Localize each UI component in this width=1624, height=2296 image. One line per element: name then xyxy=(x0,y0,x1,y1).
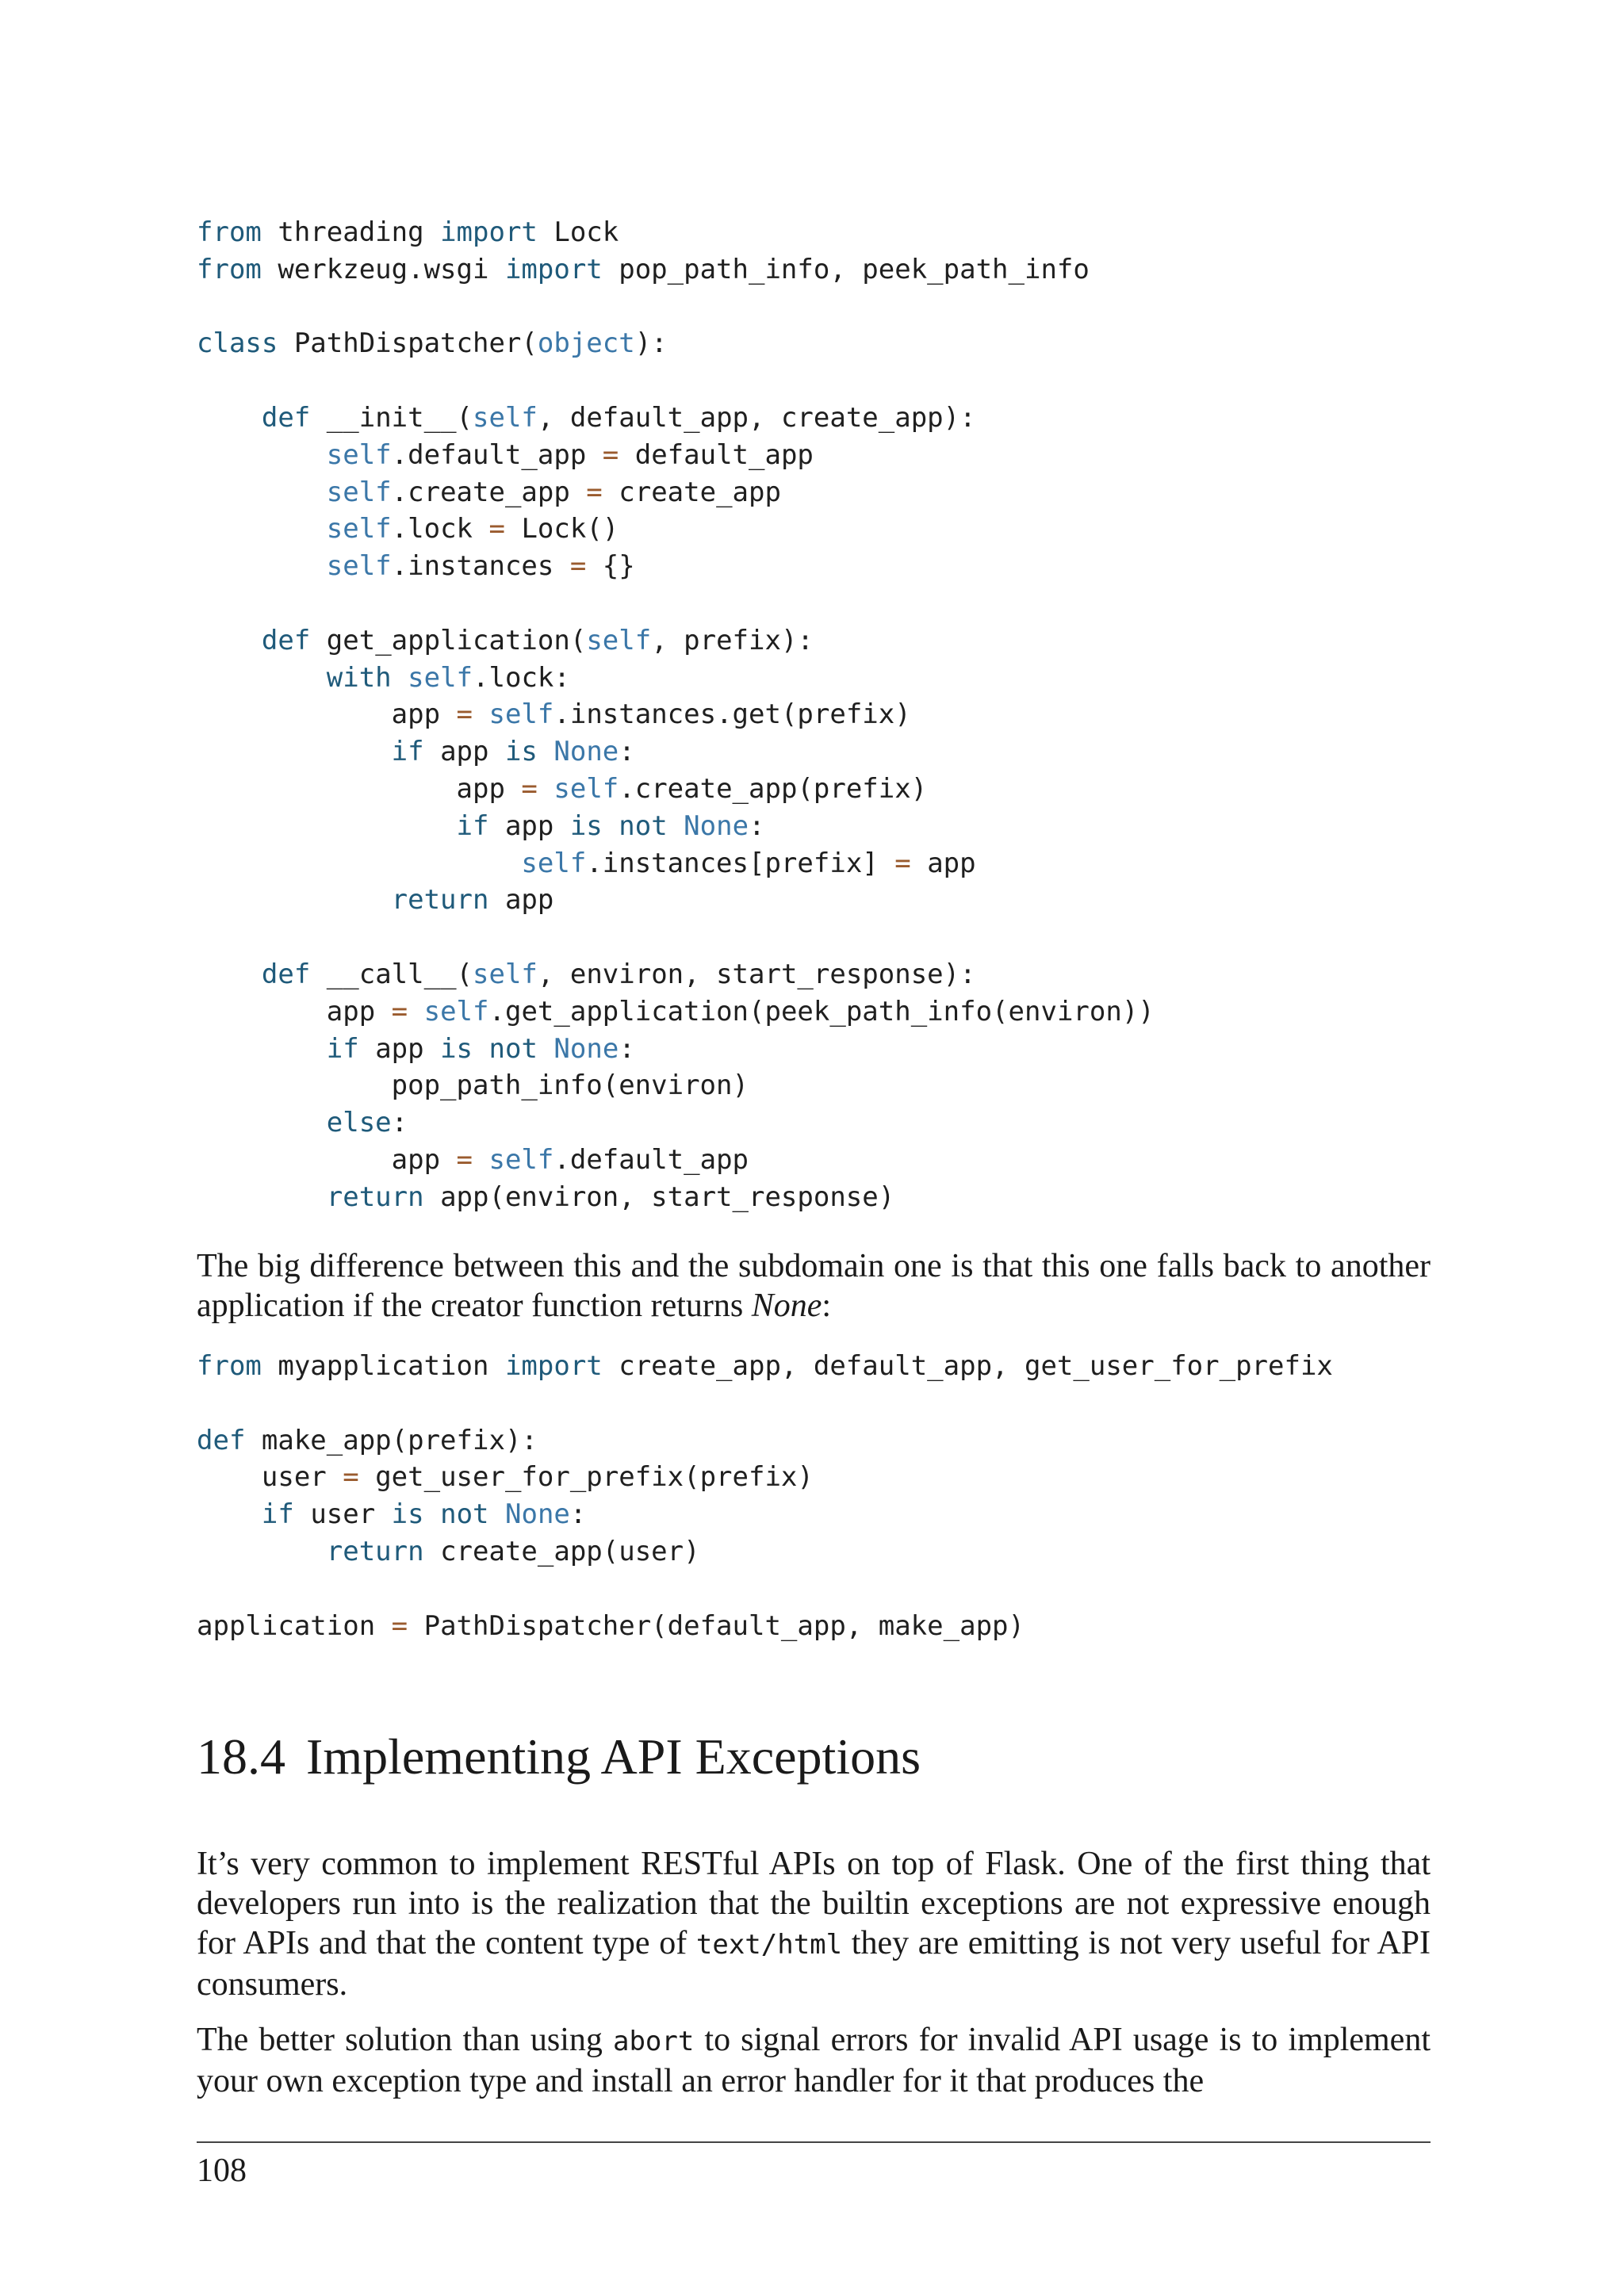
code-keyword: import xyxy=(504,1350,603,1382)
code-line xyxy=(197,884,553,916)
code-builtin: self xyxy=(326,550,392,583)
code-keyword: is xyxy=(569,809,603,842)
paragraph-text: The better solution than using xyxy=(197,2022,613,2058)
code-text xyxy=(197,662,327,694)
paragraph-text-end: to signal errors for invalid API usage is to implement your own exception type and install an error handler for it that produces the xyxy=(197,2022,1431,2099)
code-text: user xyxy=(197,1461,343,1494)
code-operator: = xyxy=(521,772,538,805)
code-keyword: from xyxy=(197,1350,262,1382)
code-line xyxy=(197,439,814,471)
code-text xyxy=(392,662,408,694)
paragraph-text-end: they are emitting is not very useful for API consumers. xyxy=(197,1925,1431,2003)
code-text: default_app xyxy=(619,438,814,471)
code-text: __init__( xyxy=(310,401,473,434)
code-keyword: from xyxy=(197,253,262,285)
code-text: .create_app xyxy=(391,476,587,508)
code-text: : xyxy=(619,736,635,768)
section-number: 18.4 xyxy=(197,1728,285,1785)
code-operator: = xyxy=(586,476,603,508)
code-text: myapplication xyxy=(261,1350,505,1382)
code-text: create_app xyxy=(602,476,781,508)
code-text: Lock xyxy=(537,216,619,248)
code-line xyxy=(197,1144,749,1176)
code-text xyxy=(473,1144,488,1176)
code-text xyxy=(538,773,553,805)
code-text: app xyxy=(358,1032,441,1065)
code-text xyxy=(197,439,327,471)
code-text: .default_app xyxy=(391,438,603,471)
code-text: app xyxy=(910,847,976,879)
code-keyword: if xyxy=(391,736,424,768)
code-operator: = xyxy=(391,1609,408,1642)
code-line xyxy=(197,959,976,990)
code-text xyxy=(197,810,457,842)
code-operator: = xyxy=(456,1143,473,1176)
code-keyword: return xyxy=(326,1535,424,1567)
code-text xyxy=(197,848,521,879)
code-text: create_app, default_app, get_user_for_prefix xyxy=(602,1350,1333,1382)
code-text: app xyxy=(488,884,554,916)
code-text xyxy=(197,1536,327,1567)
code-text xyxy=(197,402,262,434)
code-builtin: None xyxy=(505,1498,570,1531)
code-builtin: self xyxy=(326,476,392,508)
section-title: Implementing API Exceptions xyxy=(306,1728,921,1785)
code-operator: = xyxy=(894,847,911,879)
code-line xyxy=(197,476,781,508)
code-builtin: self xyxy=(326,438,392,471)
code-text xyxy=(197,1181,327,1213)
code-builtin: object xyxy=(537,327,635,360)
code-text: .create_app(prefix) xyxy=(619,772,928,805)
code-operator: = xyxy=(456,698,473,731)
code-keyword: def xyxy=(261,958,311,990)
code-text: app xyxy=(488,809,570,842)
code-text: get_user_for_prefix(prefix) xyxy=(358,1461,814,1494)
code-text: Lock() xyxy=(504,513,619,545)
code-line xyxy=(197,1536,700,1567)
code-text: .instances xyxy=(391,550,570,583)
code-text xyxy=(424,1498,440,1530)
code-builtin: self xyxy=(553,772,619,805)
code-keyword: def xyxy=(197,1424,246,1456)
code-block-make-app xyxy=(197,1348,1333,1644)
code-operator: = xyxy=(602,438,619,471)
code-builtin: self xyxy=(488,1143,554,1176)
code-keyword: return xyxy=(326,1181,424,1213)
code-text: .default_app xyxy=(553,1143,749,1176)
inline-code-text-html: text/html xyxy=(695,1929,843,1961)
code-text: .lock xyxy=(391,513,489,545)
code-line xyxy=(197,1498,586,1530)
code-operator: = xyxy=(488,513,505,545)
code-text xyxy=(197,959,262,990)
section-heading xyxy=(197,1727,921,1787)
code-operator: = xyxy=(343,1461,359,1494)
code-text: , environ, start_response): xyxy=(537,958,976,990)
paragraph-text: The big difference between this and the subdomain one is that this one falls back to another application if the creator function returns xyxy=(197,1248,1431,1324)
code-text: pop_path_info(environ) xyxy=(197,1070,749,1102)
code-line xyxy=(197,996,1155,1027)
code-keyword: is xyxy=(440,1032,473,1065)
code-text: , default_app, create_app): xyxy=(537,401,976,434)
code-builtin: self xyxy=(423,995,489,1027)
code-line xyxy=(197,1107,408,1138)
code-line xyxy=(197,810,765,842)
code-line xyxy=(197,254,1090,285)
emphasis-none: None xyxy=(751,1288,822,1324)
code-operator: = xyxy=(391,995,408,1027)
code-keyword: class xyxy=(197,327,278,360)
code-text: {} xyxy=(586,550,635,583)
footer-rule xyxy=(197,2141,1431,2143)
code-text xyxy=(473,698,488,730)
code-keyword: is xyxy=(504,736,538,768)
code-keyword: not xyxy=(488,1032,538,1065)
code-builtin: None xyxy=(684,809,749,842)
code-text: pop_path_info, peek_path_info xyxy=(602,253,1090,285)
paragraph-difference xyxy=(197,1246,1431,1326)
code-text: werkzeug.wsgi xyxy=(261,253,505,285)
code-line xyxy=(197,773,927,805)
code-block-path-dispatcher xyxy=(197,214,1155,1216)
code-text: user xyxy=(293,1498,392,1531)
code-line xyxy=(197,1425,538,1456)
code-builtin: self xyxy=(473,401,538,434)
code-text: .lock: xyxy=(473,661,570,694)
code-text xyxy=(197,513,327,545)
code-keyword: def xyxy=(261,401,311,434)
paragraph-text-end: : xyxy=(822,1288,832,1324)
code-text xyxy=(197,550,327,582)
code-line xyxy=(197,1610,1025,1642)
code-text: app xyxy=(197,995,392,1027)
code-builtin: None xyxy=(553,736,619,768)
code-builtin: self xyxy=(408,661,473,694)
code-text: : xyxy=(619,1032,635,1065)
code-builtin: self xyxy=(586,624,652,656)
paragraph-better-solution xyxy=(197,2020,1431,2101)
code-text xyxy=(473,1033,488,1065)
code-line xyxy=(197,1350,1333,1382)
code-text: PathDispatcher( xyxy=(278,327,538,360)
code-keyword: from xyxy=(197,216,262,248)
code-text: app xyxy=(197,1143,457,1176)
code-text: get_application( xyxy=(310,624,587,656)
paragraph-text: It’s very common to implement RESTful APIs on top of Flask. One of the first thing that developers run into is the realization that the builtin exceptions are not expressive enough for APIs and that the content type of xyxy=(197,1846,1431,1961)
code-keyword: if xyxy=(261,1498,294,1531)
code-line xyxy=(197,625,814,656)
code-text xyxy=(197,1498,262,1530)
code-text: __call__( xyxy=(310,958,473,990)
code-text xyxy=(197,476,327,508)
code-text xyxy=(408,996,423,1027)
code-text xyxy=(197,736,392,767)
code-builtin: self xyxy=(326,513,392,545)
code-text: app(environ, start_response) xyxy=(423,1181,895,1213)
code-text xyxy=(538,1033,553,1065)
inline-code-abort: abort xyxy=(612,2026,695,2057)
code-keyword: else xyxy=(326,1107,392,1139)
code-line xyxy=(197,736,635,767)
code-line xyxy=(197,327,668,359)
code-keyword: with xyxy=(326,661,392,694)
code-text: .instances.get(prefix) xyxy=(553,698,911,731)
code-text xyxy=(489,1498,505,1530)
code-line xyxy=(197,402,976,434)
code-operator: = xyxy=(569,550,587,583)
code-builtin: self xyxy=(488,698,554,731)
code-text xyxy=(197,1107,327,1138)
code-keyword: not xyxy=(440,1498,489,1531)
code-line xyxy=(197,1181,894,1213)
code-line xyxy=(197,216,619,248)
code-line xyxy=(197,1070,749,1101)
code-line xyxy=(197,1461,814,1493)
code-line xyxy=(197,1033,635,1065)
code-text: app xyxy=(197,698,457,731)
code-text xyxy=(538,736,553,767)
code-line xyxy=(197,513,619,545)
code-text: , prefix): xyxy=(651,624,814,656)
code-text: make_app(prefix): xyxy=(245,1424,538,1456)
code-text xyxy=(197,884,392,916)
code-text: ): xyxy=(634,327,668,360)
code-keyword: not xyxy=(619,809,668,842)
code-keyword: if xyxy=(456,809,489,842)
code-text xyxy=(603,810,619,842)
code-text xyxy=(197,1033,327,1065)
code-builtin: self xyxy=(521,847,587,879)
code-keyword: return xyxy=(391,884,489,916)
code-text: threading xyxy=(261,216,441,248)
code-line xyxy=(197,698,911,730)
code-text: : xyxy=(569,1498,587,1531)
code-text: create_app(user) xyxy=(423,1535,700,1567)
code-text xyxy=(197,625,262,656)
code-text: PathDispatcher(default_app, make_app) xyxy=(408,1609,1025,1642)
code-text: application xyxy=(197,1609,392,1642)
page-number: 108 xyxy=(197,2152,247,2189)
code-builtin: None xyxy=(553,1032,619,1065)
code-text: app xyxy=(423,736,505,768)
code-line xyxy=(197,550,635,582)
code-builtin: self xyxy=(473,958,538,990)
code-text: app xyxy=(197,772,522,805)
code-line xyxy=(197,662,570,694)
code-text: .get_application(peek_path_info(environ)) xyxy=(488,995,1155,1027)
code-line xyxy=(197,848,976,879)
code-text: : xyxy=(391,1107,408,1139)
code-keyword: def xyxy=(261,624,311,656)
code-keyword: import xyxy=(440,216,538,248)
code-keyword: if xyxy=(326,1032,359,1065)
code-keyword: is xyxy=(391,1498,424,1531)
code-text: .instances[prefix] xyxy=(586,847,895,879)
code-keyword: import xyxy=(504,253,603,285)
paragraph-restful-apis xyxy=(197,1844,1431,2004)
code-text: : xyxy=(749,809,765,842)
code-text xyxy=(668,810,684,842)
